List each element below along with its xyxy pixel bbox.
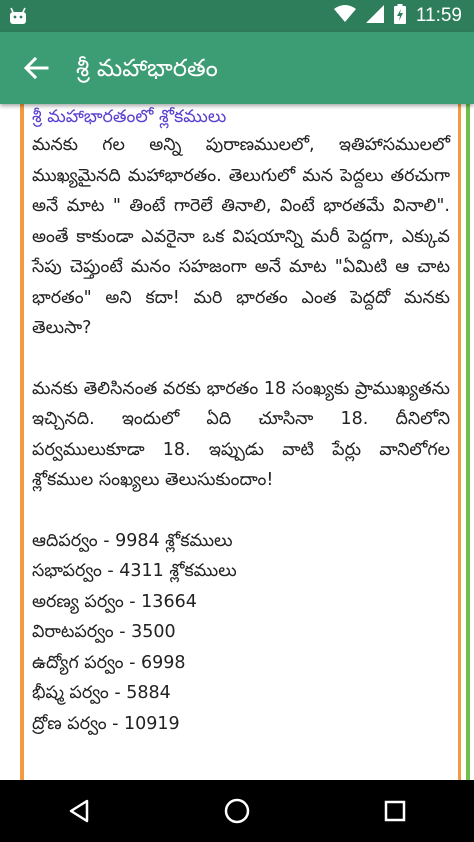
left-decorative-border [20, 104, 24, 780]
back-button[interactable] [14, 46, 58, 90]
status-icons [334, 0, 462, 32]
home-circle-icon [223, 797, 251, 825]
navigation-bar [0, 780, 474, 842]
list-item: ఆదిపర్వం - 9984 శ్లోకములు [32, 530, 233, 551]
paragraph-gap [32, 344, 450, 374]
right-decorative-border [466, 104, 470, 780]
list-item: భీష్మ పర్వం - 5884 [32, 683, 171, 703]
signal-icon [366, 5, 384, 27]
paragraph-gap [32, 496, 450, 526]
recents-square-icon [383, 799, 407, 823]
list-item: విరాటపర్వం - 3500 [32, 622, 176, 642]
article-paragraph-1: మనకు గల అన్ని పురాణములలో, ఇతిహాసములలో ముఖ్యమైనది మహాభారతం. తెలుగులో మన పెద్దలు తరచుగా అనే మాట " తింటే గారెలే తినాలి, వింటే భారతమే వినాలి". అంతే కాకుండా ఎవరైనా ఒక విషయాన్ని మరీ పెద్దగా, ఎక్కువ సేపు చెప్తుంటే మనం సహజంగా అనే మాట "ఏమిటి ఆ చాట భారతం" అని కదా! మరి భారతం ఎంత పెద్దదో మనకు తెలుసా? [32, 135, 450, 338]
app-bar [0, 32, 474, 104]
list-item: ద్రోణ పర్వం - 10919 [32, 713, 180, 734]
app-title: శ్రీ మహాభారతం [76, 54, 218, 82]
nav-back-button[interactable] [49, 786, 109, 836]
list-item: అరణ్య పర్వం - 13664 [32, 591, 197, 612]
android-icon [8, 6, 28, 26]
article-heading: శ్రీ మహాభారతంలో శ్లోకములు [32, 107, 227, 127]
parvam-list [32, 526, 450, 740]
battery-charging-icon [394, 4, 406, 28]
right-decorative-border-inner [458, 104, 461, 780]
nav-recents-button[interactable] [365, 786, 425, 836]
nav-home-button[interactable] [207, 786, 267, 836]
content-area[interactable] [0, 104, 474, 780]
back-triangle-icon [67, 798, 91, 824]
list-item: సభాపర్వం - 4311 శ్లోకములు [32, 561, 237, 581]
wifi-icon [334, 5, 356, 27]
arrow-back-icon [23, 55, 49, 81]
list-item: ఉద్యోగ పర్వం - 6998 [32, 652, 186, 673]
article [32, 104, 450, 739]
status-time: 11:59 [415, 5, 462, 26]
article-paragraph-2: మనకు తెలిసినంత వరకు భారతం 18 సంఖ్యకు ప్రాముఖ్యతను ఇచ్చినది. ఇందులో ఏది చూసినా 18. దీనిలోని పర్వములుకూడా 18. ఇప్పుడు వాటి పేర్లు వానిలోగల శ్లోకముల సంఖ్యలు తెలుసుకుందాం! [32, 378, 450, 490]
status-bar [0, 0, 474, 32]
